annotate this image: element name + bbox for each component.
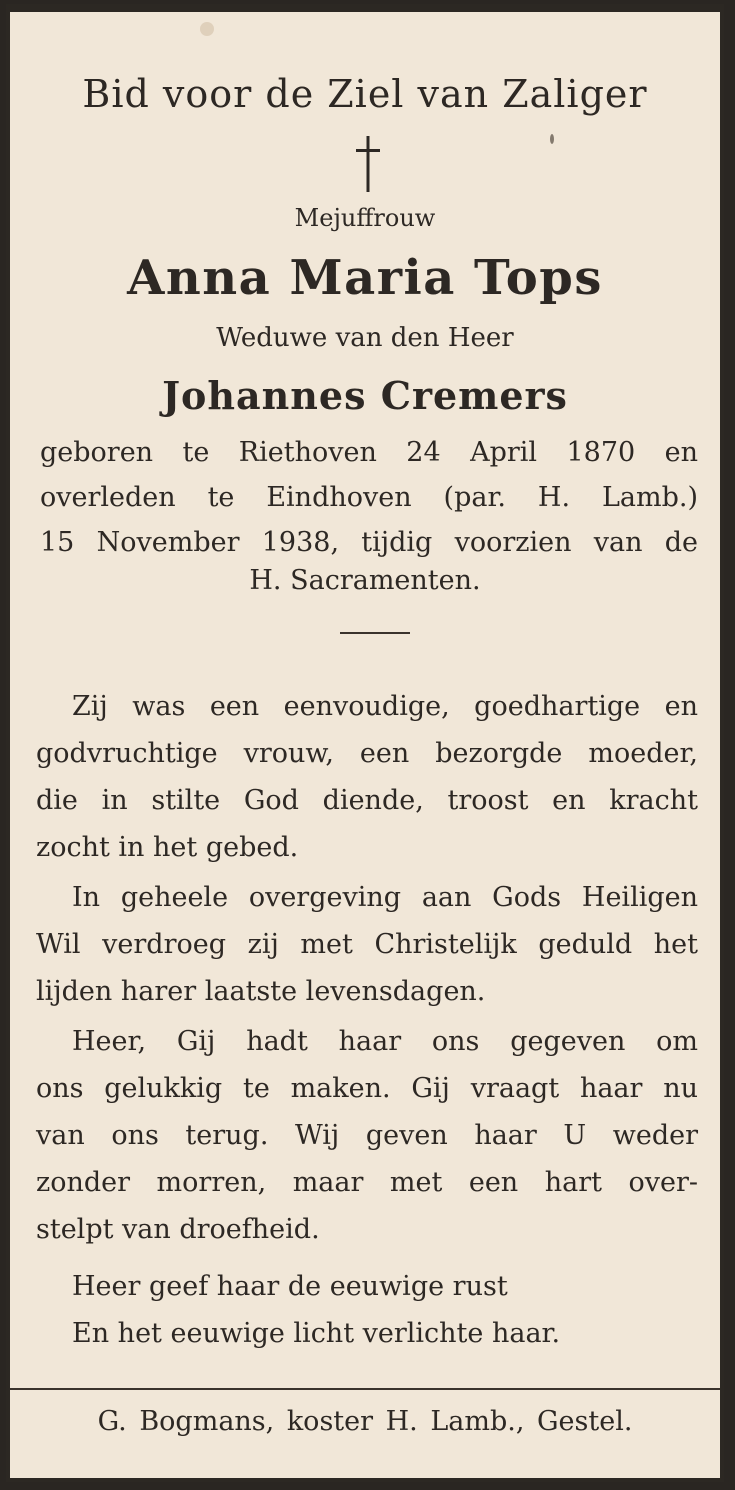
prayer-heading: Bid voor de Ziel van Zaliger [82, 72, 648, 116]
paragraph-line: lijden harer laatste levensdagen. [36, 976, 486, 1007]
latin-cross-icon [356, 136, 380, 192]
husband-name: Johannes Cremers [162, 373, 568, 418]
footer-divider [10, 1388, 720, 1390]
closing-prayer [36, 1263, 698, 1357]
biography-line: geboren te Riethoven 24 April 1870 en [40, 437, 698, 468]
divider [340, 632, 410, 634]
paragraph-line: En het eeuwige licht verlichte haar. [72, 1318, 561, 1349]
widow-of-label: Weduwe van den Heer [216, 323, 514, 353]
paragraph-line: Heer, Gij hadt haar ons gegeven om [72, 1026, 698, 1057]
honorific: Mejuffrouw [294, 204, 436, 232]
paragraph-line: die in stilte God diende, troost en kracht [36, 785, 698, 816]
top-border [10, 8, 720, 12]
paragraph-line: Zij was een eenvoudige, goedhartige en [72, 691, 698, 722]
paragraph-line: godvruchtige vrouw, een bezorgde moeder, [36, 738, 698, 769]
biography-line: H. Sacramenten. [249, 565, 481, 596]
paragraph-line: zonder morren, maar met een hart over- [36, 1167, 698, 1198]
memorial-card [6, 4, 724, 1482]
paragraph-line: In geheele overgeving aan Gods Heiligen [72, 882, 698, 913]
deceased-name: Anna Maria Tops [127, 250, 603, 306]
eulogy-paragraph [36, 683, 698, 871]
biography-line: overleden te Eindhoven (par. H. Lamb.) [40, 482, 698, 513]
biography-line: 15 November 1938, tijdig voorzien van de [40, 527, 698, 558]
paragraph-line: stelpt van droefheid. [36, 1214, 320, 1245]
eulogy-paragraph [36, 874, 698, 1015]
paper-stain [200, 22, 214, 36]
paragraph-line: Heer geef haar de eeuwige rust [72, 1271, 508, 1302]
paragraph-line: ons gelukkig te maken. Gij vraagt haar nu [36, 1073, 698, 1104]
paragraph-line: zocht in het gebed. [36, 832, 299, 863]
paragraph-line: Wil verdroeg zij met Christelijk geduld het [36, 929, 698, 960]
paper-stain [550, 134, 554, 144]
prayer-paragraph [36, 1018, 698, 1253]
paragraph-line: van ons terug. Wij geven haar U weder [36, 1120, 698, 1151]
printer-credit: G. Bogmans, koster H. Lamb., Gestel. [97, 1406, 633, 1437]
